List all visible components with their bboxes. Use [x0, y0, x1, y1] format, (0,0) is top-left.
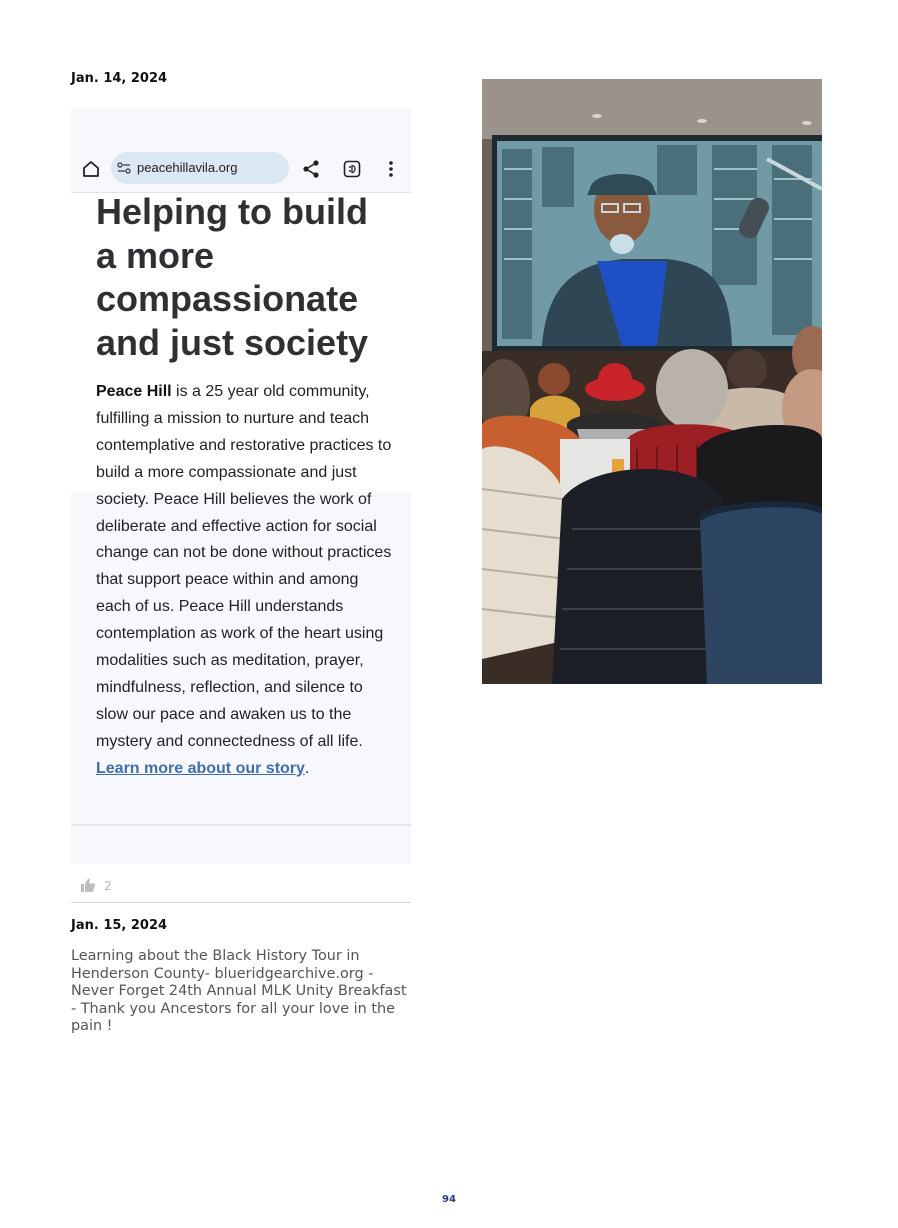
screenshot-body [96, 379, 396, 783]
body-text: is a 25 year old community, fulfilling a mission to nurture and teach contemplative and restorative practices to build a more compassionate and just society. Peace Hill believes the work of deliberate and effective action for social change can not be done without practices that support peace within and among each of us. Peace Hill understands contemplation as work of the heart using modalities such as meditation, prayer, mindfulness, reflection, and silence to slow our pace and awaken us to the mystery and connectedness of all life. [96, 383, 392, 750]
site-settings-icon [117, 161, 131, 175]
post-date: Jan. 14, 2024 [71, 71, 168, 86]
home-icon [81, 159, 101, 179]
event-photo [482, 79, 822, 684]
page-number: 94 [442, 1194, 456, 1205]
event-photo-illustration [482, 79, 822, 684]
post-divider [71, 902, 411, 903]
post-date: Jan. 15, 2024 [71, 918, 168, 933]
learn-more-link: Learn more about our story [96, 759, 305, 777]
url-bar [111, 152, 289, 184]
url-text: peacehillavila.org [137, 160, 238, 175]
thumbs-up-icon [80, 877, 96, 893]
screenshot-headline: Helping to build a more compassionate and just society [96, 191, 369, 363]
body-lead: Peace Hill [96, 383, 172, 400]
share-icon [301, 159, 321, 179]
body-suffix: . [304, 759, 310, 777]
website-screenshot [71, 108, 411, 864]
screenshot-divider [71, 824, 411, 826]
tabs-icon [342, 159, 362, 179]
browser-toolbar [71, 148, 411, 193]
like-count-value: 2 [104, 879, 112, 893]
more-vert-icon [383, 159, 399, 179]
post-caption: Learning about the Black History Tour in Henderson County- blueridgearchive.org - Never Forget 24th Annual MLK Unity Breakfast - Thank you Ancestors for all your love in the pain ! [71, 948, 407, 1034]
